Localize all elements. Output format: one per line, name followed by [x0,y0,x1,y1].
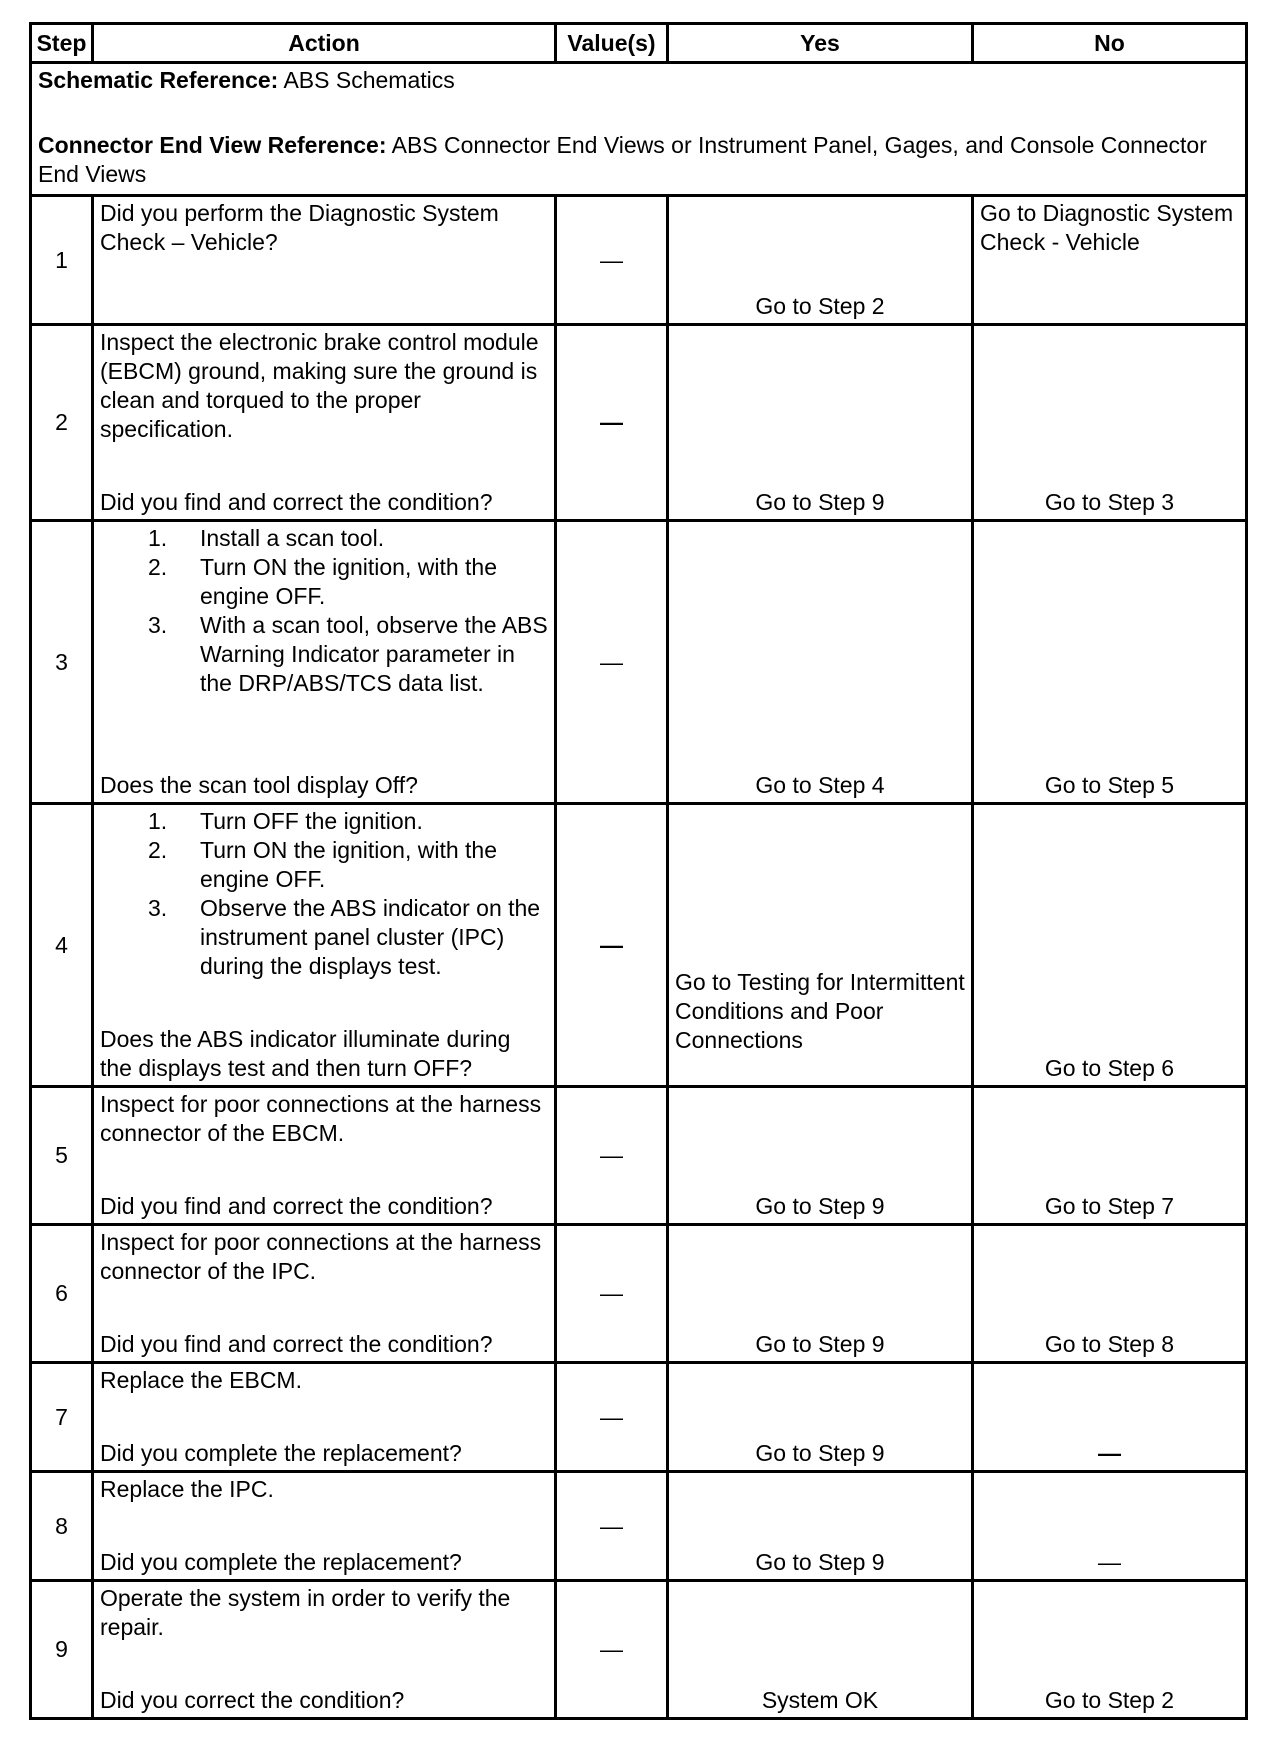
action-question: Did you find and correct the condition? [100,1331,493,1357]
step-number: 3 [31,521,93,804]
list-item-text: Turn ON the ignition, with the engine OFF. [200,837,498,892]
step-number: 6 [31,1225,93,1363]
value-cell: — [556,1472,668,1581]
action-cell [93,196,556,325]
table-row [31,325,1247,521]
table-row [31,196,1247,325]
list-item [100,894,548,981]
list-item [100,553,548,611]
procedure-list [100,807,548,981]
value-cell: — [556,1363,668,1472]
list-item-number: 3. [148,612,168,638]
action-cell [93,521,556,804]
connector-reference [38,131,1239,189]
list-item-number: 2. [148,554,168,580]
value-cell: — [556,1225,668,1363]
yes-cell: Go to Step 9 [668,325,973,521]
list-item [100,807,548,836]
list-item-text: Install a scan tool. [200,525,385,551]
list-item [100,836,548,894]
procedure-list [100,524,548,698]
action-cell [93,1472,556,1581]
yes-cell: Go to Step 9 [668,1363,973,1472]
action-question: Did you complete the replacement? [100,1549,462,1575]
table-row [31,1363,1247,1472]
value-cell: — [556,325,668,521]
action-cell [93,1363,556,1472]
action-cell [93,804,556,1087]
action-text: Replace the IPC. [100,1476,274,1502]
table-row [31,804,1247,1087]
yes-cell: Go to Testing for Intermittent Conditions and Poor Connections [668,804,973,1087]
step-number: 8 [31,1472,93,1581]
action-cell [93,325,556,521]
value-cell: — [556,196,668,325]
reference-row [31,63,1247,196]
no-cell: — [973,1363,1247,1472]
list-item [100,611,548,698]
action-text: Inspect the electronic brake control module (EBCM) ground, making sure the ground is clean and torqued to the proper specification. [100,329,539,442]
step-number: 1 [31,196,93,325]
table-row [31,521,1247,804]
action-question: Does the ABS indicator illuminate during the displays test and then turn OFF? [100,1026,511,1081]
step-number: 2 [31,325,93,521]
value-cell: — [556,804,668,1087]
header-action: Action [93,24,556,63]
yes-cell: Go to Step 9 [668,1225,973,1363]
no-cell: Go to Step 3 [973,325,1247,521]
action-text: Replace the EBCM. [100,1367,302,1393]
step-number: 4 [31,804,93,1087]
no-cell: — [973,1472,1247,1581]
header-values: Value(s) [556,24,668,63]
schematic-reference-label: Schematic Reference: [38,67,279,93]
value-cell: — [556,521,668,804]
action-question: Did you complete the replacement? [100,1440,462,1466]
action-text: Inspect for poor connections at the harness connector of the EBCM. [100,1091,542,1146]
header-row [31,24,1247,63]
yes-cell: Go to Step 4 [668,521,973,804]
list-item [100,524,548,553]
step-number: 5 [31,1087,93,1225]
list-item-number: 3. [148,895,168,921]
no-cell: Go to Step 8 [973,1225,1247,1363]
action-question: Did you correct the condition? [100,1687,405,1713]
table-row [31,1581,1247,1719]
list-item-text: With a scan tool, observe the ABS Warning Indicator parameter in the DRP/ABS/TCS data list. [200,612,548,696]
header-yes: Yes [668,24,973,63]
value-cell: — [556,1087,668,1225]
table-row [31,1087,1247,1225]
action-text: Operate the system in order to verify the repair. [100,1585,511,1640]
list-item-text: Turn OFF the ignition. [200,808,423,834]
step-number: 9 [31,1581,93,1719]
list-item-number: 2. [148,837,168,863]
action-cell [93,1225,556,1363]
list-item-number: 1. [148,525,168,551]
connector-reference-value: ABS Connector End Views or Instrument Panel, Gages, and Console Connector End Views [38,132,1207,187]
action-cell [93,1581,556,1719]
yes-cell: System OK [668,1581,973,1719]
no-cell: Go to Diagnostic System Check - Vehicle [973,196,1247,325]
no-cell: Go to Step 7 [973,1087,1247,1225]
no-cell: Go to Step 5 [973,521,1247,804]
action-cell [93,1087,556,1225]
action-text: Did you perform the Diagnostic System Check – Vehicle? [100,200,499,255]
step-number: 7 [31,1363,93,1472]
list-item-text: Turn ON the ignition, with the engine OFF. [200,554,498,609]
list-item-number: 1. [148,808,168,834]
reference-cell [31,63,1247,196]
diagnostic-table [29,22,1248,1720]
action-question: Did you find and correct the condition? [100,1193,493,1219]
yes-cell: Go to Step 9 [668,1472,973,1581]
table-row [31,1225,1247,1363]
no-cell: Go to Step 6 [973,804,1247,1087]
schematic-reference-value: ABS Schematics [278,67,455,93]
action-text: Inspect for poor connections at the harness connector of the IPC. [100,1229,542,1284]
action-question: Did you find and correct the condition? [100,489,493,515]
connector-reference-label: Connector End View Reference: [38,132,387,158]
yes-cell: Go to Step 2 [668,196,973,325]
schematic-reference [38,66,1239,95]
header-no: No [973,24,1247,63]
no-cell: Go to Step 2 [973,1581,1247,1719]
action-question: Does the scan tool display Off? [100,772,418,798]
yes-cell: Go to Step 9 [668,1087,973,1225]
table-row [31,1472,1247,1581]
list-item-text: Observe the ABS indicator on the instrument panel cluster (IPC) during the displays test. [200,895,541,979]
value-cell: — [556,1581,668,1719]
header-step: Step [31,24,93,63]
